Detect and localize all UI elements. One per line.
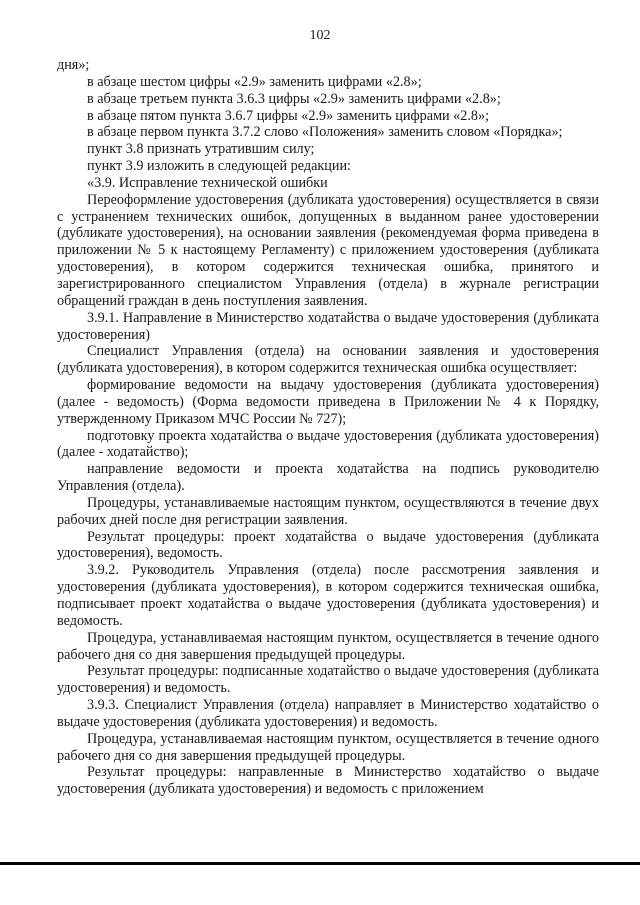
subsection-heading: 3.9.1. Направление в Министерство ходатайства о выдаче удостоверения (дубликата удостоверения) (57, 309, 599, 343)
paragraph: в абзаце первом пункта 3.7.2 слово «Положения» заменить словом «Порядка»; (87, 124, 563, 141)
paragraph: Переоформление удостоверения (дубликата удостоверения) осуществляется в связи с устранением технических ошибок, допущенных в выданном ранее удостоверении (дубликате удостоверения), на основании заявления (рекомендуемая форма приведена в приложении № 5 к настоящему Регламенту) с приложением удостоверения (дубликата удостоверения), в котором содержится техническая ошибка, принятого и зарегистрированного специалистом Управления (отдела) в журнале регистрации обращений граждан в день поступления заявления. (57, 191, 599, 309)
page-number: 102 (309, 28, 331, 43)
paragraph: пункт 3.8 признать утратившим силу; (87, 141, 315, 158)
paragraph: Процедуры, устанавливаемые настоящим пунктом, осуществляются в течение двух рабочих дней после дня регистрации заявления. (57, 494, 599, 528)
paragraph: Результат процедуры: подписанные ходатайство о выдаче удостоверения (дубликата удостоверения) и ведомость. (57, 663, 599, 697)
paragraph: Процедура, устанавливаемая настоящим пунктом, осуществляется в течение одного рабочего дня со дня завершения предыдущей процедуры. (57, 730, 599, 764)
document-body (57, 57, 599, 798)
paragraph: в абзаце третьем пункта 3.6.3 цифры «2.9» заменить цифрами «2.8»; (87, 90, 501, 107)
paragraph: пункт 3.9 изложить в следующей редакции: (87, 158, 351, 175)
scan-edge-line (0, 862, 640, 865)
paragraph: 3.9.3. Специалист Управления (отдела) направляет в Министерство ходатайство о выдаче удостоверения (дубликата удостоверения) и ведомость. (57, 697, 599, 730)
paragraph: направление ведомости и проекта ходатайства на подпись руководителю Управления (отдела). (57, 461, 599, 495)
paragraph: Специалист Управления (отдела) на основании заявления и удостоверения (дубликата удостоверения), в котором содержится техническая ошибка осуществляет: (57, 343, 599, 377)
paragraph: Процедура, устанавливаемая настоящим пунктом, осуществляется в течение одного рабочего дня со дня завершения предыдущей процедуры. (57, 629, 599, 663)
paragraph: дня»; (57, 57, 90, 73)
paragraph: подготовку проекта ходатайства о выдаче удостоверения (дубликата удостоверения) (далее - ходатайство); (57, 427, 599, 461)
section-heading: «3.9. Исправление технической ошибки (87, 174, 328, 191)
paragraph: в абзаце пятом пункта 3.6.7 цифры «2.9» заменить цифрами «2.8»; (87, 107, 490, 124)
paragraph: 3.9.2. Руководитель Управления (отдела) после рассмотрения заявления и удостоверения (дубликата удостоверения), в котором содержится техническая ошибка, подписывает проект ходатайства о выдаче удостоверения (дубликата удостоверения) и ведомость. (57, 562, 599, 629)
paragraph: Результат процедуры: направленные в Министерство ходатайство о выдаче удостоверения (дубликата удостоверения) и ведомость с приложением (57, 764, 599, 798)
paragraph: формирование ведомости на выдачу удостоверения (дубликата удостоверения) (далее - ведомость) (Форма ведомости приведена в Приложении№ 4 к Порядку, утвержденному Приказом МЧС России № 727); (57, 377, 599, 427)
paragraph: Результат процедуры: проект ходатайства о выдаче удостоверения (дубликата удостоверения), ведомость. (57, 528, 599, 562)
paragraph: в абзаце шестом цифры «2.9» заменить цифрами «2.8»; (87, 73, 422, 90)
